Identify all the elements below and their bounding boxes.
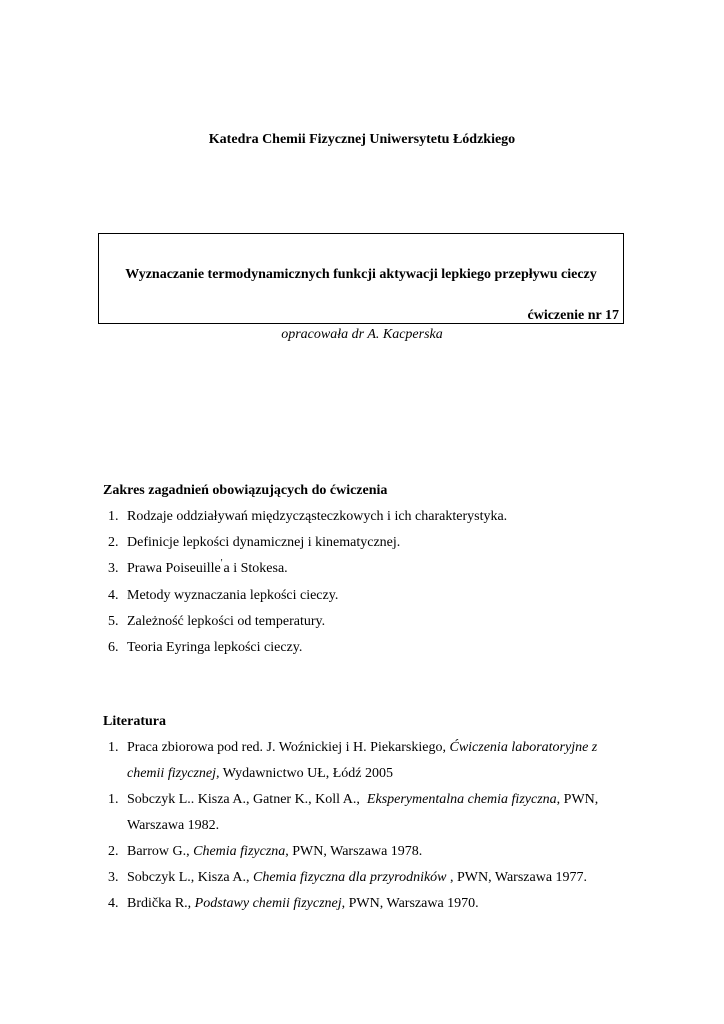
list-item — [103, 891, 631, 917]
reference-publisher: Wydawnictwo UŁ, Łódź 2005 — [219, 766, 394, 781]
topics-heading: Zakres zagadnień obowiązujących do ćwiczenia — [103, 483, 388, 498]
item-number: 6. — [108, 640, 119, 655]
item-number: 3. — [108, 561, 119, 576]
list-item — [103, 787, 631, 839]
list-item — [103, 735, 631, 787]
reference-text: Praca zbiorowa pod red. J. Woźnickiej i H. Piekarskiego, — [127, 740, 450, 755]
reference-publisher: , PWN, Warszawa 1978. — [285, 844, 423, 859]
list-item — [103, 556, 633, 583]
list-item — [103, 839, 631, 865]
reference-text: Sobczyk L., Kisza A., — [127, 870, 253, 885]
list-item — [103, 635, 633, 661]
item-number: 2. — [108, 535, 119, 550]
apostrophe-mark: ' — [220, 558, 223, 569]
list-item — [103, 504, 633, 530]
item-text: Metody wyznaczania lepkości cieczy. — [127, 588, 339, 603]
item-text: Rodzaje oddziaływań międzycząsteczkowych i ich charakterystyka. — [127, 509, 508, 524]
reference-title: Eksperymentalna chemia fizyczna — [366, 792, 557, 807]
list-item — [103, 609, 633, 635]
reference-publisher: , PWN, Warszawa 1977. — [446, 870, 588, 885]
exercise-number: ćwiczenie nr 17 — [527, 308, 619, 323]
topics-list — [103, 504, 633, 661]
author-line: opracowała dr A. Kacperska — [281, 327, 443, 342]
exercise-title: Wyznaczanie termodynamicznych funkcji aktywacji lepkiego przepływu cieczy — [125, 267, 597, 282]
list-item — [103, 865, 631, 891]
item-number: 1. — [108, 740, 119, 755]
reference-publisher: , PWN, Warszawa 1970. — [341, 896, 479, 911]
item-number: 4. — [108, 588, 119, 603]
item-number: 2. — [108, 844, 119, 859]
item-number: 4. — [108, 896, 119, 911]
literature-list — [103, 735, 631, 917]
list-item — [103, 583, 633, 609]
list-item — [103, 530, 633, 556]
item-text-a: Prawa Poiseuille — [127, 561, 221, 576]
item-number: 1. — [108, 509, 119, 524]
reference-title: Podstawy chemii fizycznej — [194, 896, 342, 911]
reference-publisher: , PWN, Warszawa 1982. — [127, 792, 599, 833]
item-text: Zależność lepkości od temperatury. — [127, 614, 326, 629]
reference-title: Chemia fizyczna — [193, 844, 286, 859]
item-text-b: a i Stokesa. — [223, 561, 288, 576]
reference-title: Ćwiczenia laboratoryjne z chemii fizycznej, — [127, 740, 598, 781]
item-number: 1. — [108, 792, 119, 807]
department-heading: Katedra Chemii Fizycznej Uniwersytetu Łódzkiego — [208, 132, 516, 147]
item-number: 3. — [108, 870, 119, 885]
reference-text: Brdička R., — [127, 896, 195, 911]
literature-heading: Literatura — [103, 714, 166, 729]
reference-text: Barrow G., — [127, 844, 194, 859]
reference-title: Chemia fizyczna dla przyrodników — [252, 870, 447, 885]
reference-text: Sobczyk L.. Kisza A., Gatner K., Koll A., — [127, 792, 367, 807]
title-box — [98, 233, 624, 324]
item-text: Teoria Eyringa lepkości cieczy. — [127, 640, 303, 655]
item-number: 5. — [108, 614, 119, 629]
item-text: Definicje lepkości dynamicznej i kinematycznej. — [127, 535, 401, 550]
